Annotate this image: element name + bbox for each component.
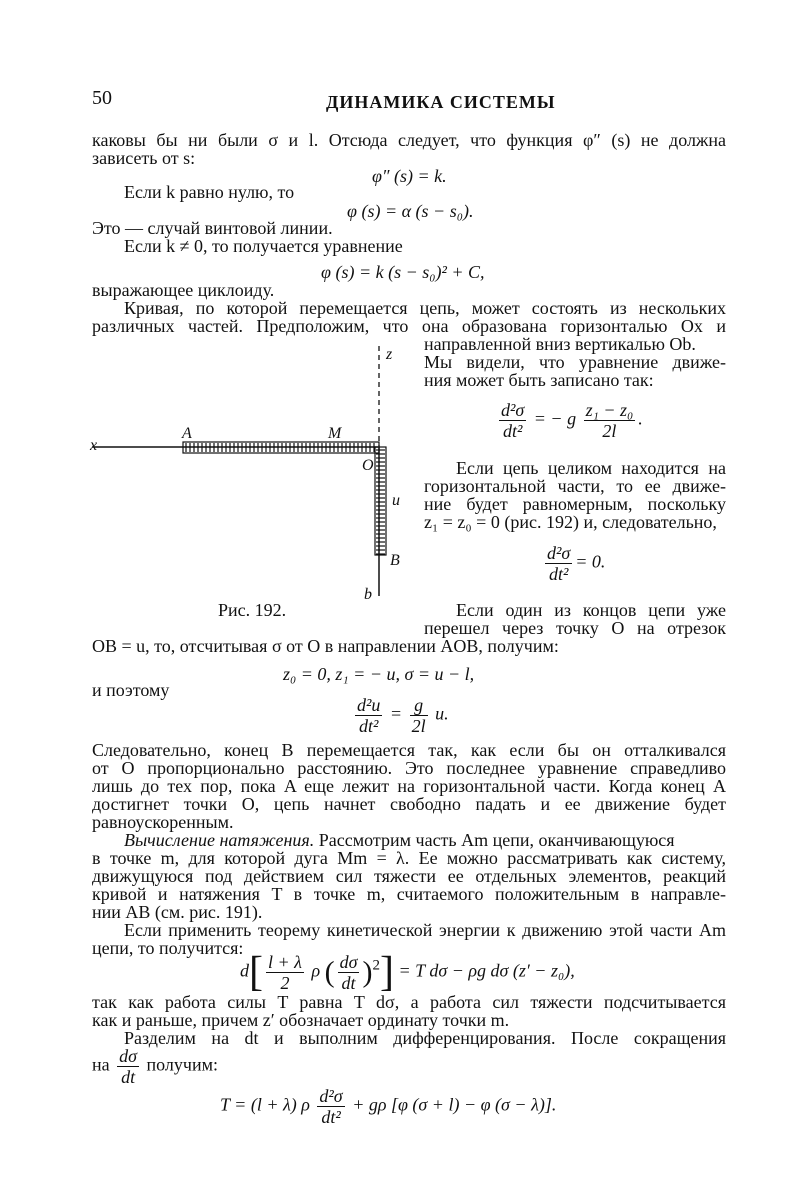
text-span: получим: <box>146 1054 218 1075</box>
text-line: от O пропорционально расстоянию. Это последнее уравнение справедливо <box>92 758 726 778</box>
denominator: dt <box>341 973 356 993</box>
equation-rhs: = T dσ − ρg dσ (z′ − z₀), <box>398 960 575 981</box>
text-line: направленной вниз вертикалью Ob. <box>424 334 696 354</box>
equation-operator: = <box>389 703 403 724</box>
text-line: ние будет равномерным, поскольку <box>424 494 726 514</box>
denominator: dt² <box>359 716 379 736</box>
equation-lhs: T = (l + λ) ρ <box>220 1094 310 1115</box>
equation-period: . <box>638 408 643 429</box>
page-number: 50 <box>92 87 112 109</box>
text-line: нии AB (см. рис. 191). <box>92 902 263 922</box>
denominator: dt² <box>502 421 523 441</box>
running-title: ДИНАМИКА СИСТЕМЫ <box>326 92 556 112</box>
text-line: Разделим на dt и выполним дифференцирования. После сокращения <box>124 1028 726 1048</box>
numerator: g <box>410 695 428 716</box>
text-span: на <box>92 1054 110 1075</box>
text-line: и поэтому <box>92 680 170 700</box>
denominator: dt² <box>321 1107 341 1127</box>
text-line: цепи, то получится: <box>92 938 244 958</box>
label-A: A <box>182 425 192 442</box>
denominator: 2l <box>602 421 617 441</box>
bracket-close: ] <box>379 949 394 996</box>
text-line: лишь до тех пор, пока A еще лежит на горизонтальной части. Когда конец A <box>92 776 726 796</box>
text-line: различных частей. Предположим, что она образована горизонталью Ox и <box>92 316 726 336</box>
text-line: OB = u, то, отсчитывая σ от O в направлении AOB, получим: <box>92 636 559 656</box>
text-line: Если k ≠ 0, то получается уравнение <box>124 236 403 256</box>
text-line: Это — случай винтовой линии. <box>92 218 333 238</box>
numerator: z₁ − z₀ <box>585 400 634 420</box>
label-M: M <box>328 425 342 442</box>
text-line: равноускоренным. <box>92 812 234 832</box>
label-B: B <box>390 552 400 569</box>
text-line: каковы бы ни были σ и l. Отсюда следует, что функция φ″ (s) не должна <box>92 130 726 150</box>
text-line: Следовательно, конец B перемещается так, как если бы он отталкивался <box>92 740 726 760</box>
text-line: Если применить теорему кинетической энергии к движению этой части Am <box>124 920 726 940</box>
numerator: l + λ <box>268 952 302 972</box>
numerator: d²σ <box>547 543 571 563</box>
equation-rhs: + gρ [φ (σ + l) − φ (σ − λ)]. <box>352 1094 557 1115</box>
equation: φ″ (s) = k. <box>372 166 447 186</box>
bracket-open: [ <box>249 949 263 996</box>
text-span: Рассмотрим часть Am цепи, оканчивающуюся <box>314 830 675 850</box>
denominator: dt <box>121 1067 136 1087</box>
text-line: z₁ = z₀ = 0 (рис. 192) и, следовательно, <box>424 512 717 532</box>
figure-caption: Рис. 192. <box>218 600 287 620</box>
equation-symbol: ρ <box>311 960 321 981</box>
text-line: горизонтальной части, то ее движе- <box>424 476 726 496</box>
vertical-chain <box>375 447 386 555</box>
vertical-chain-hatch <box>376 450 385 554</box>
text-line: движущуюся под действием сил тяжести ее отдельных элементов, реакций <box>92 866 726 886</box>
text-line: так как работа силы T равна T dσ, а работа сил тяжести подсчитывается <box>92 992 726 1012</box>
text-line: достигнет точки O, цепь начнет свободно падать и ее движение будет <box>92 794 726 814</box>
exponent: 2 <box>372 957 380 974</box>
label-u: u <box>392 492 400 509</box>
text-line: Если k равно нулю, то <box>124 182 295 202</box>
numerator: dσ <box>119 1046 138 1066</box>
numerator: dσ <box>339 952 358 972</box>
equation: φ (s) = k (s − s₀)² + C, <box>321 262 485 282</box>
text-line: кривой и натяжения T в точке m, считаемого положительным в направле- <box>92 884 726 904</box>
text-line: Мы видели, что уравнение движе- <box>424 352 726 372</box>
label-O: O <box>362 457 374 474</box>
text-line: выражающее циклоиду. <box>92 280 275 300</box>
numerator: d²σ <box>501 400 525 420</box>
equation-symbol: d <box>240 960 249 981</box>
text-line: Если один из концов цепи уже <box>456 600 726 620</box>
numerator: d²σ <box>319 1086 343 1106</box>
paren-close: ) <box>362 955 373 989</box>
numerator: d²u <box>357 695 381 715</box>
label-z: z <box>386 346 393 363</box>
equation-operator: = − g <box>533 408 577 429</box>
text-line: ния может быть записано так: <box>424 370 654 390</box>
text-line: в точке m, для которой дуга Mm = λ. Ее можно рассматривать как систему, <box>92 848 726 868</box>
denominator: dt² <box>548 564 569 584</box>
denominator: 2l <box>411 716 426 736</box>
text-line: Если цепь целиком находится на <box>456 458 726 478</box>
text-line: Кривая, по которой перемещается цепь, может состоять из нескольких <box>124 298 726 318</box>
section-heading: Вычисление натяжения. <box>124 830 315 850</box>
denominator: 2 <box>280 973 290 993</box>
text-line: зависеть от s: <box>92 148 196 168</box>
equation-rhs: u. <box>435 703 449 724</box>
paren-open: ( <box>324 955 335 989</box>
label-x: x <box>90 437 98 454</box>
equation: z₀ = 0, z₁ = − u, σ = u − l, <box>283 664 475 684</box>
equation-rhs: = 0. <box>575 551 606 572</box>
text-line: как и раньше, причем z′ обозначает ординату точки m. <box>92 1010 510 1030</box>
text-line: перешел через точку O на отрезок <box>424 618 726 638</box>
label-b: b <box>364 586 372 603</box>
equation: φ (s) = α (s − s₀). <box>347 201 474 221</box>
